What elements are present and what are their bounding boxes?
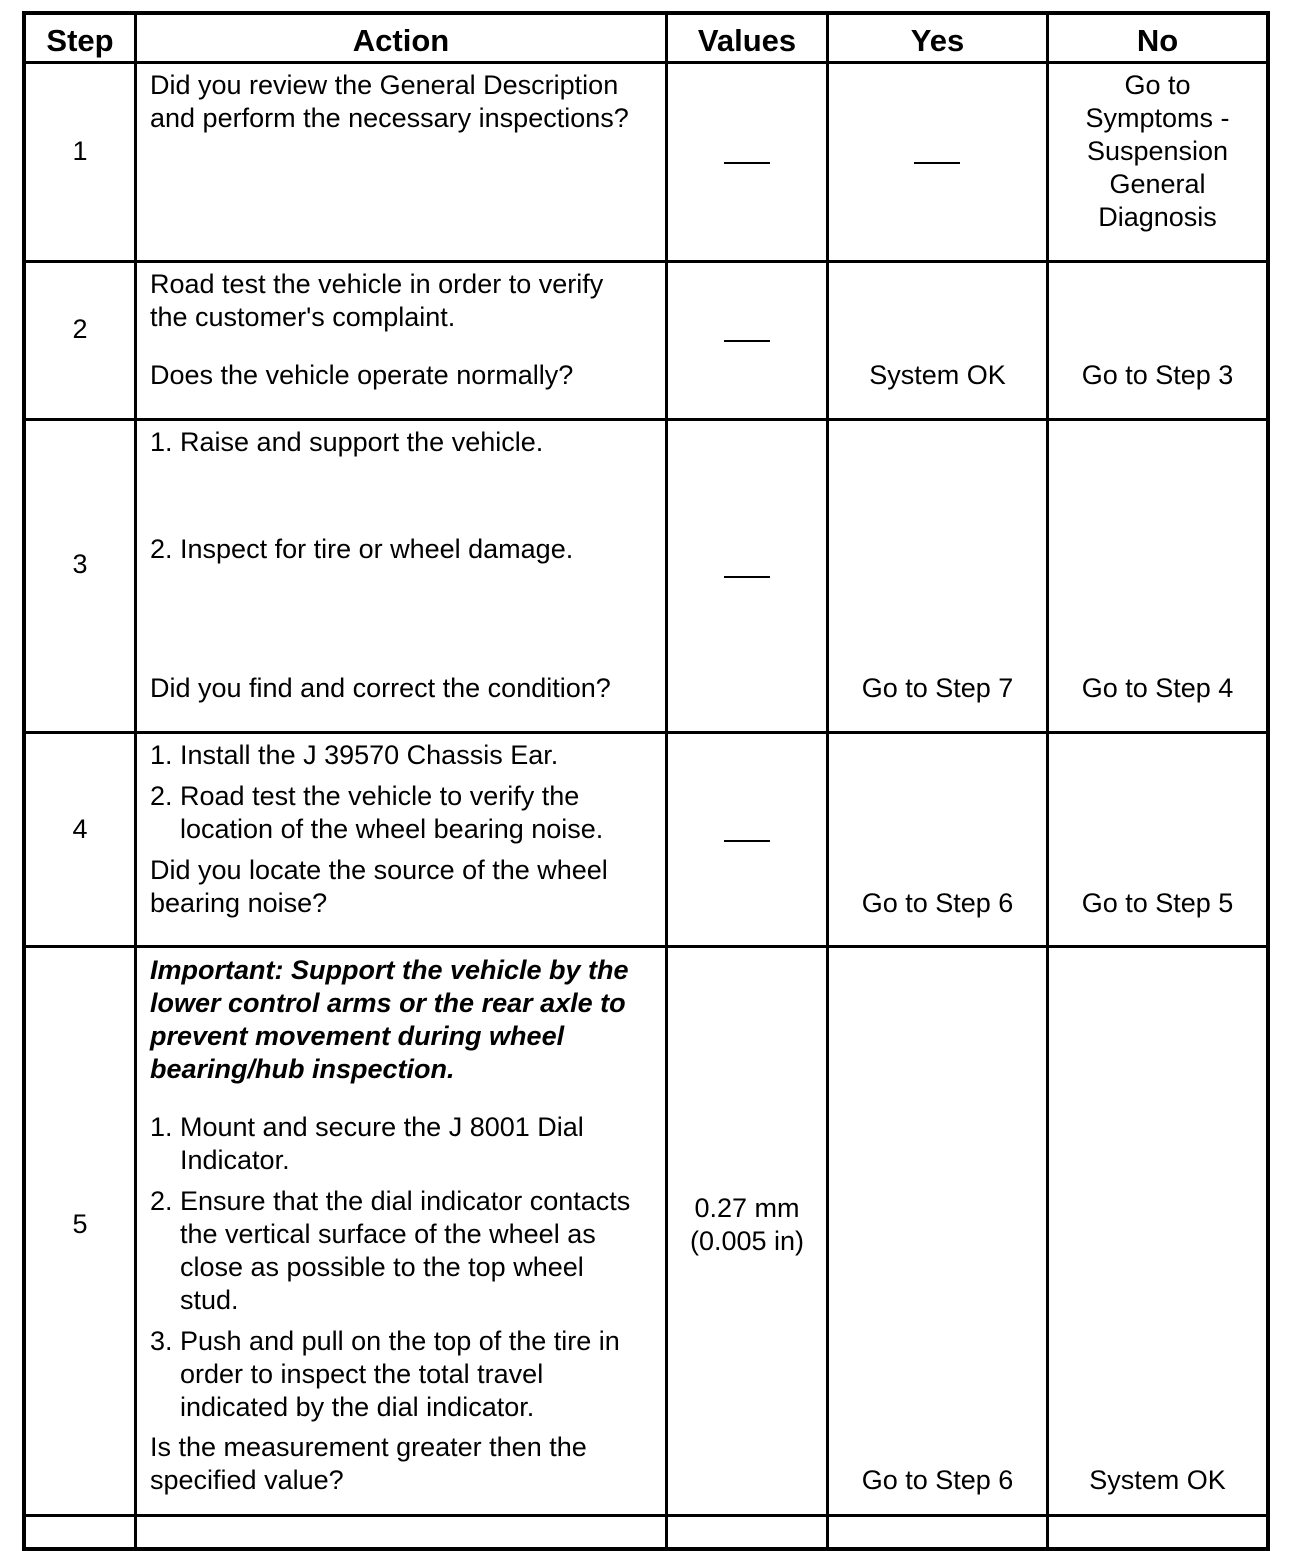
action-text: the customer's complaint. xyxy=(150,302,456,332)
action-question: Is the measurement greater then the xyxy=(150,1432,587,1462)
step-number: 1 xyxy=(72,136,88,166)
action-item: 2. Ensure that the dial indicator contacts xyxy=(150,1186,631,1216)
step-number: 4 xyxy=(72,814,88,844)
column-divider xyxy=(134,15,137,1547)
row-divider xyxy=(26,731,1266,734)
row-divider xyxy=(26,1514,1266,1517)
column-divider xyxy=(665,15,668,1547)
header-values: Values xyxy=(697,23,797,58)
diagnostic-table xyxy=(22,11,1270,1551)
header-action: Action xyxy=(352,23,450,58)
no-text: Symptoms - xyxy=(1085,103,1230,133)
column-divider xyxy=(826,15,829,1547)
row-divider xyxy=(26,418,1266,421)
no-text: Go to Step 4 xyxy=(1081,673,1234,703)
action-text: and perform the necessary inspections? xyxy=(150,103,629,133)
yes-text: Go to Step 7 xyxy=(861,673,1014,703)
no-text: Go to Step 5 xyxy=(1081,888,1234,918)
yes-text: System OK xyxy=(869,360,1006,390)
important-note: bearing/hub inspection. xyxy=(150,1054,455,1084)
action-item: 1. Mount and secure the J 8001 Dial xyxy=(150,1112,584,1142)
no-text: System OK xyxy=(1089,1465,1226,1495)
important-note: lower control arms or the rear axle to xyxy=(150,988,626,1018)
row-divider xyxy=(26,260,1266,263)
header-yes: Yes xyxy=(910,23,965,58)
no-text: Diagnosis xyxy=(1098,202,1217,232)
header-step: Step xyxy=(46,23,114,58)
action-item: 2. Road test the vehicle to verify the xyxy=(150,781,580,811)
column-divider xyxy=(1046,15,1049,1547)
values-dash xyxy=(724,162,770,164)
action-question: Did you locate the source of the wheel xyxy=(150,855,608,885)
row-divider xyxy=(26,945,1266,948)
action-item: location of the wheel bearing noise. xyxy=(180,814,604,844)
action-item: Indicator. xyxy=(180,1145,290,1175)
values-dash xyxy=(724,340,770,342)
important-note: Important: Support the vehicle by the xyxy=(150,955,629,985)
action-item: close as possible to the top wheel xyxy=(180,1252,584,1282)
action-item: stud. xyxy=(180,1285,239,1315)
no-text: General xyxy=(1109,169,1206,199)
action-item: 2. Inspect for tire or wheel damage. xyxy=(150,534,574,564)
values-text: (0.005 in) xyxy=(689,1226,805,1256)
action-item: 3. Push and pull on the top of the tire in xyxy=(150,1326,620,1356)
action-item: indicated by the dial indicator. xyxy=(180,1392,535,1422)
step-number: 2 xyxy=(72,314,88,344)
yes-text: Go to Step 6 xyxy=(861,888,1014,918)
action-question: bearing noise? xyxy=(150,888,328,918)
no-text: Go to xyxy=(1124,70,1191,100)
values-text: 0.27 mm xyxy=(694,1193,800,1223)
values-dash xyxy=(724,576,770,578)
action-item: 1. Raise and support the vehicle. xyxy=(150,427,544,457)
action-item: the vertical surface of the wheel as xyxy=(180,1219,596,1249)
no-text: Go to Step 3 xyxy=(1081,360,1234,390)
header-no: No xyxy=(1136,23,1179,58)
important-note: prevent movement during wheel xyxy=(150,1021,565,1051)
step-number: 5 xyxy=(72,1209,88,1239)
action-text: Road test the vehicle in order to verify xyxy=(150,269,604,299)
yes-text: Go to Step 6 xyxy=(861,1465,1014,1495)
action-question: specified value? xyxy=(150,1465,344,1495)
values-dash xyxy=(724,840,770,842)
action-question: Does the vehicle operate normally? xyxy=(150,360,574,390)
action-item: order to inspect the total travel xyxy=(180,1359,544,1389)
yes-dash xyxy=(914,162,960,164)
action-item: 1. Install the J 39570 Chassis Ear. xyxy=(150,740,559,770)
step-number: 3 xyxy=(72,549,88,579)
row-divider xyxy=(26,61,1266,64)
action-text: Did you review the General Description xyxy=(150,70,619,100)
action-question: Did you find and correct the condition? xyxy=(150,673,611,703)
no-text: Suspension xyxy=(1086,136,1229,166)
